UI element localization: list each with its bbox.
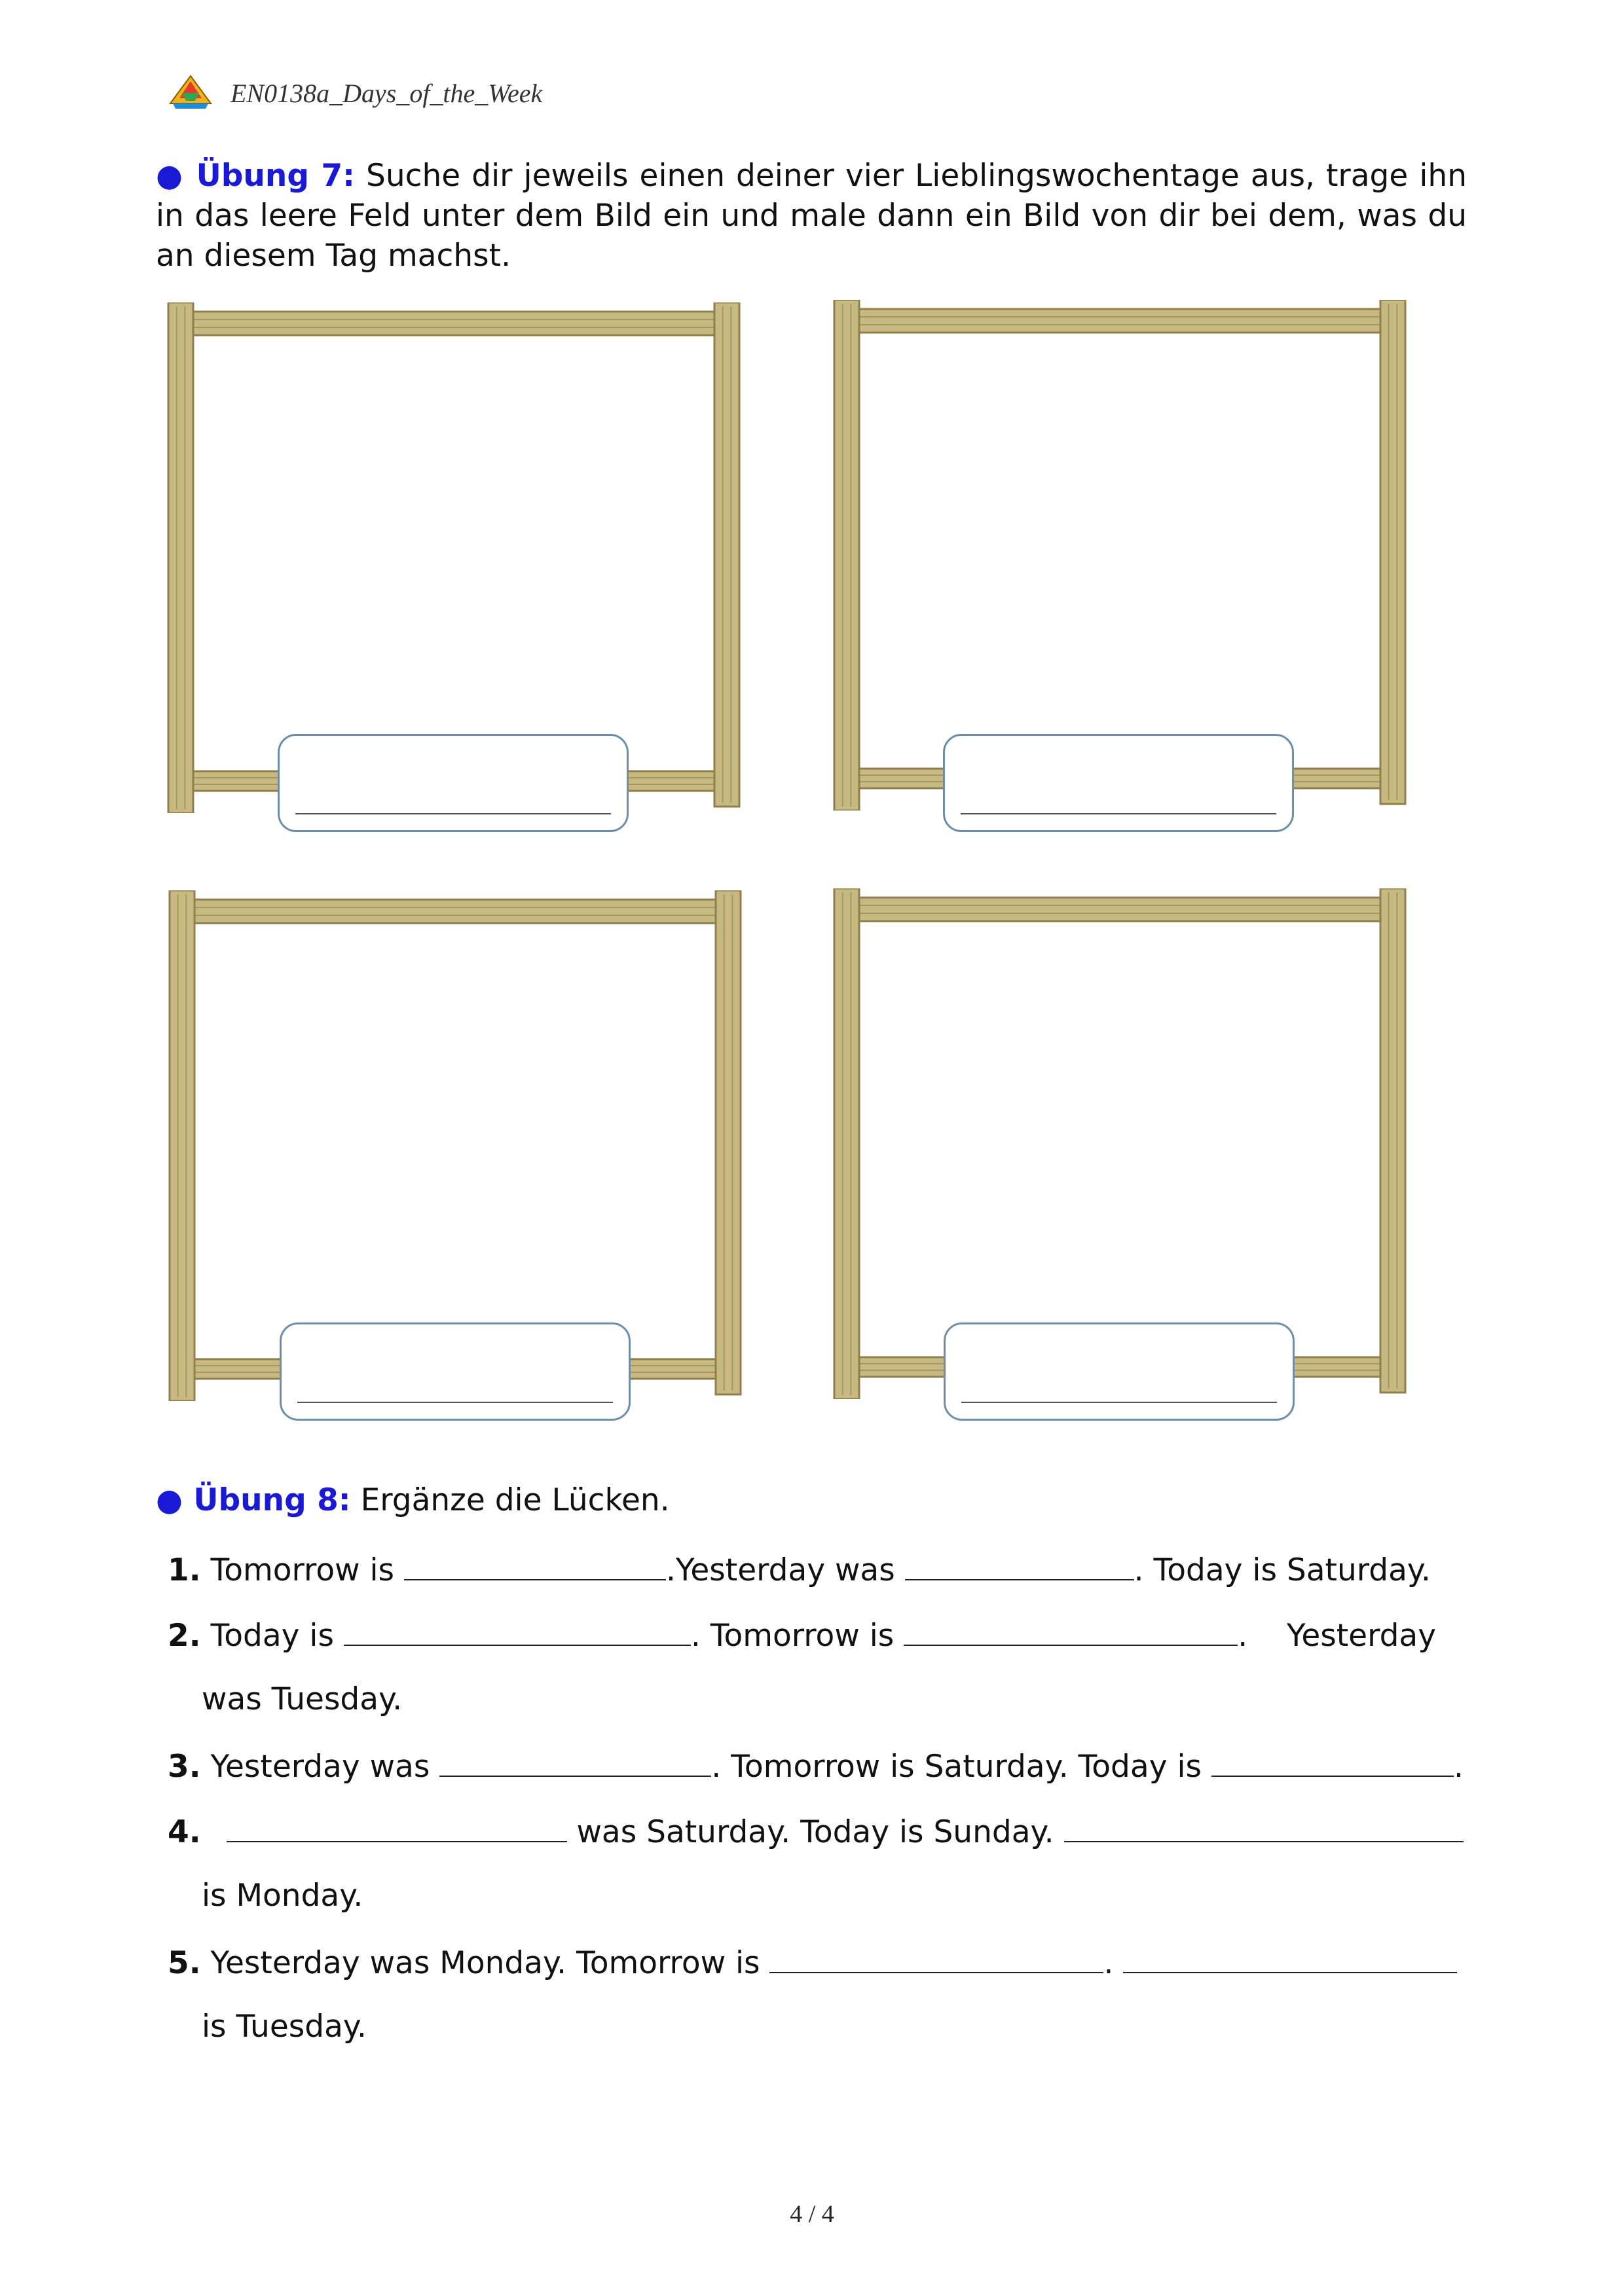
day-name-field-2[interactable] bbox=[943, 734, 1294, 832]
exercise-7-label: ● Übung 7: bbox=[156, 158, 355, 194]
page-header bbox=[169, 73, 542, 113]
day-name-field-1[interactable] bbox=[278, 734, 629, 832]
item-number: 2. bbox=[168, 1618, 201, 1654]
exercise-8-item-4-continued bbox=[202, 1876, 363, 1916]
exercise-8-item-3 bbox=[168, 1745, 1464, 1787]
exercise-8-item-5-continued bbox=[202, 2007, 367, 2047]
blank-field[interactable] bbox=[1211, 1745, 1454, 1777]
writing-line bbox=[961, 1402, 1277, 1403]
item-number: 1. bbox=[168, 1552, 201, 1588]
blank-field[interactable] bbox=[905, 1549, 1134, 1580]
item-number: 4. bbox=[168, 1814, 201, 1850]
blank-field[interactable] bbox=[344, 1614, 691, 1646]
item-text: Yesterday was Monday. Tomorrow is bbox=[210, 1945, 770, 1981]
blank-field[interactable] bbox=[1064, 1811, 1464, 1842]
day-name-field-3[interactable] bbox=[280, 1322, 631, 1421]
item-text: . Today is Saturday. bbox=[1134, 1552, 1431, 1588]
item-text: is Tuesday. bbox=[202, 2009, 367, 2045]
blank-field[interactable] bbox=[769, 1942, 1103, 1973]
exercise-8-instruction: Ergänze die Lücken. bbox=[360, 1482, 670, 1518]
exercise-8-item-2-continued bbox=[202, 1680, 402, 1719]
blank-field[interactable] bbox=[1123, 1942, 1457, 1973]
pyramid-logo-icon bbox=[169, 75, 212, 111]
item-number: 3. bbox=[168, 1749, 201, 1785]
item-number: 5. bbox=[168, 1945, 201, 1981]
item-text: Tomorrow is bbox=[210, 1552, 404, 1588]
writing-line bbox=[961, 813, 1276, 814]
item-text: was Saturday. Today is Sunday. bbox=[566, 1814, 1064, 1850]
item-text: . Tomorrow is Saturday. Today is bbox=[711, 1749, 1211, 1785]
day-name-field-4[interactable] bbox=[944, 1322, 1295, 1421]
exercise-7-instruction-block bbox=[156, 156, 1467, 276]
exercise-8-item-4 bbox=[168, 1811, 1464, 1852]
item-text: was Tuesday. bbox=[202, 1681, 403, 1717]
writing-line bbox=[297, 1402, 613, 1403]
writing-line bbox=[295, 813, 611, 814]
exercise-8-heading bbox=[156, 1481, 670, 1520]
item-text: . bbox=[1453, 1749, 1464, 1785]
item-text: .Yesterday was bbox=[665, 1552, 905, 1588]
exercise-8-item-1 bbox=[168, 1549, 1431, 1590]
blank-field[interactable] bbox=[904, 1614, 1238, 1646]
item-text: . Yesterday bbox=[1238, 1618, 1437, 1654]
exercise-7-instruction: Suche dir jeweils einen deiner vier Lieblingswochentage aus, trage ihn in das leere Feld unter dem Bild ein und male dann ein Bild von dir bei dem, was du an diesem Tag machst. bbox=[156, 158, 1467, 274]
item-text: is Monday. bbox=[202, 1878, 363, 1914]
blank-field[interactable] bbox=[404, 1549, 666, 1580]
exercise-8-label: ● Übung 8: bbox=[156, 1482, 351, 1518]
exercise-8-item-2 bbox=[168, 1614, 1436, 1656]
blank-field[interactable] bbox=[227, 1811, 567, 1842]
blank-field[interactable] bbox=[439, 1745, 711, 1777]
exercise-8-item-5 bbox=[168, 1942, 1457, 1983]
page-number: 4 / 4 bbox=[790, 2200, 834, 2228]
document-id: EN0138a_Days_of_the_Week bbox=[231, 78, 543, 108]
item-text: Yesterday was bbox=[210, 1749, 440, 1785]
item-text: . Tomorrow is bbox=[690, 1618, 904, 1654]
item-text: Today is bbox=[210, 1618, 344, 1654]
item-text: . bbox=[1103, 1945, 1124, 1981]
